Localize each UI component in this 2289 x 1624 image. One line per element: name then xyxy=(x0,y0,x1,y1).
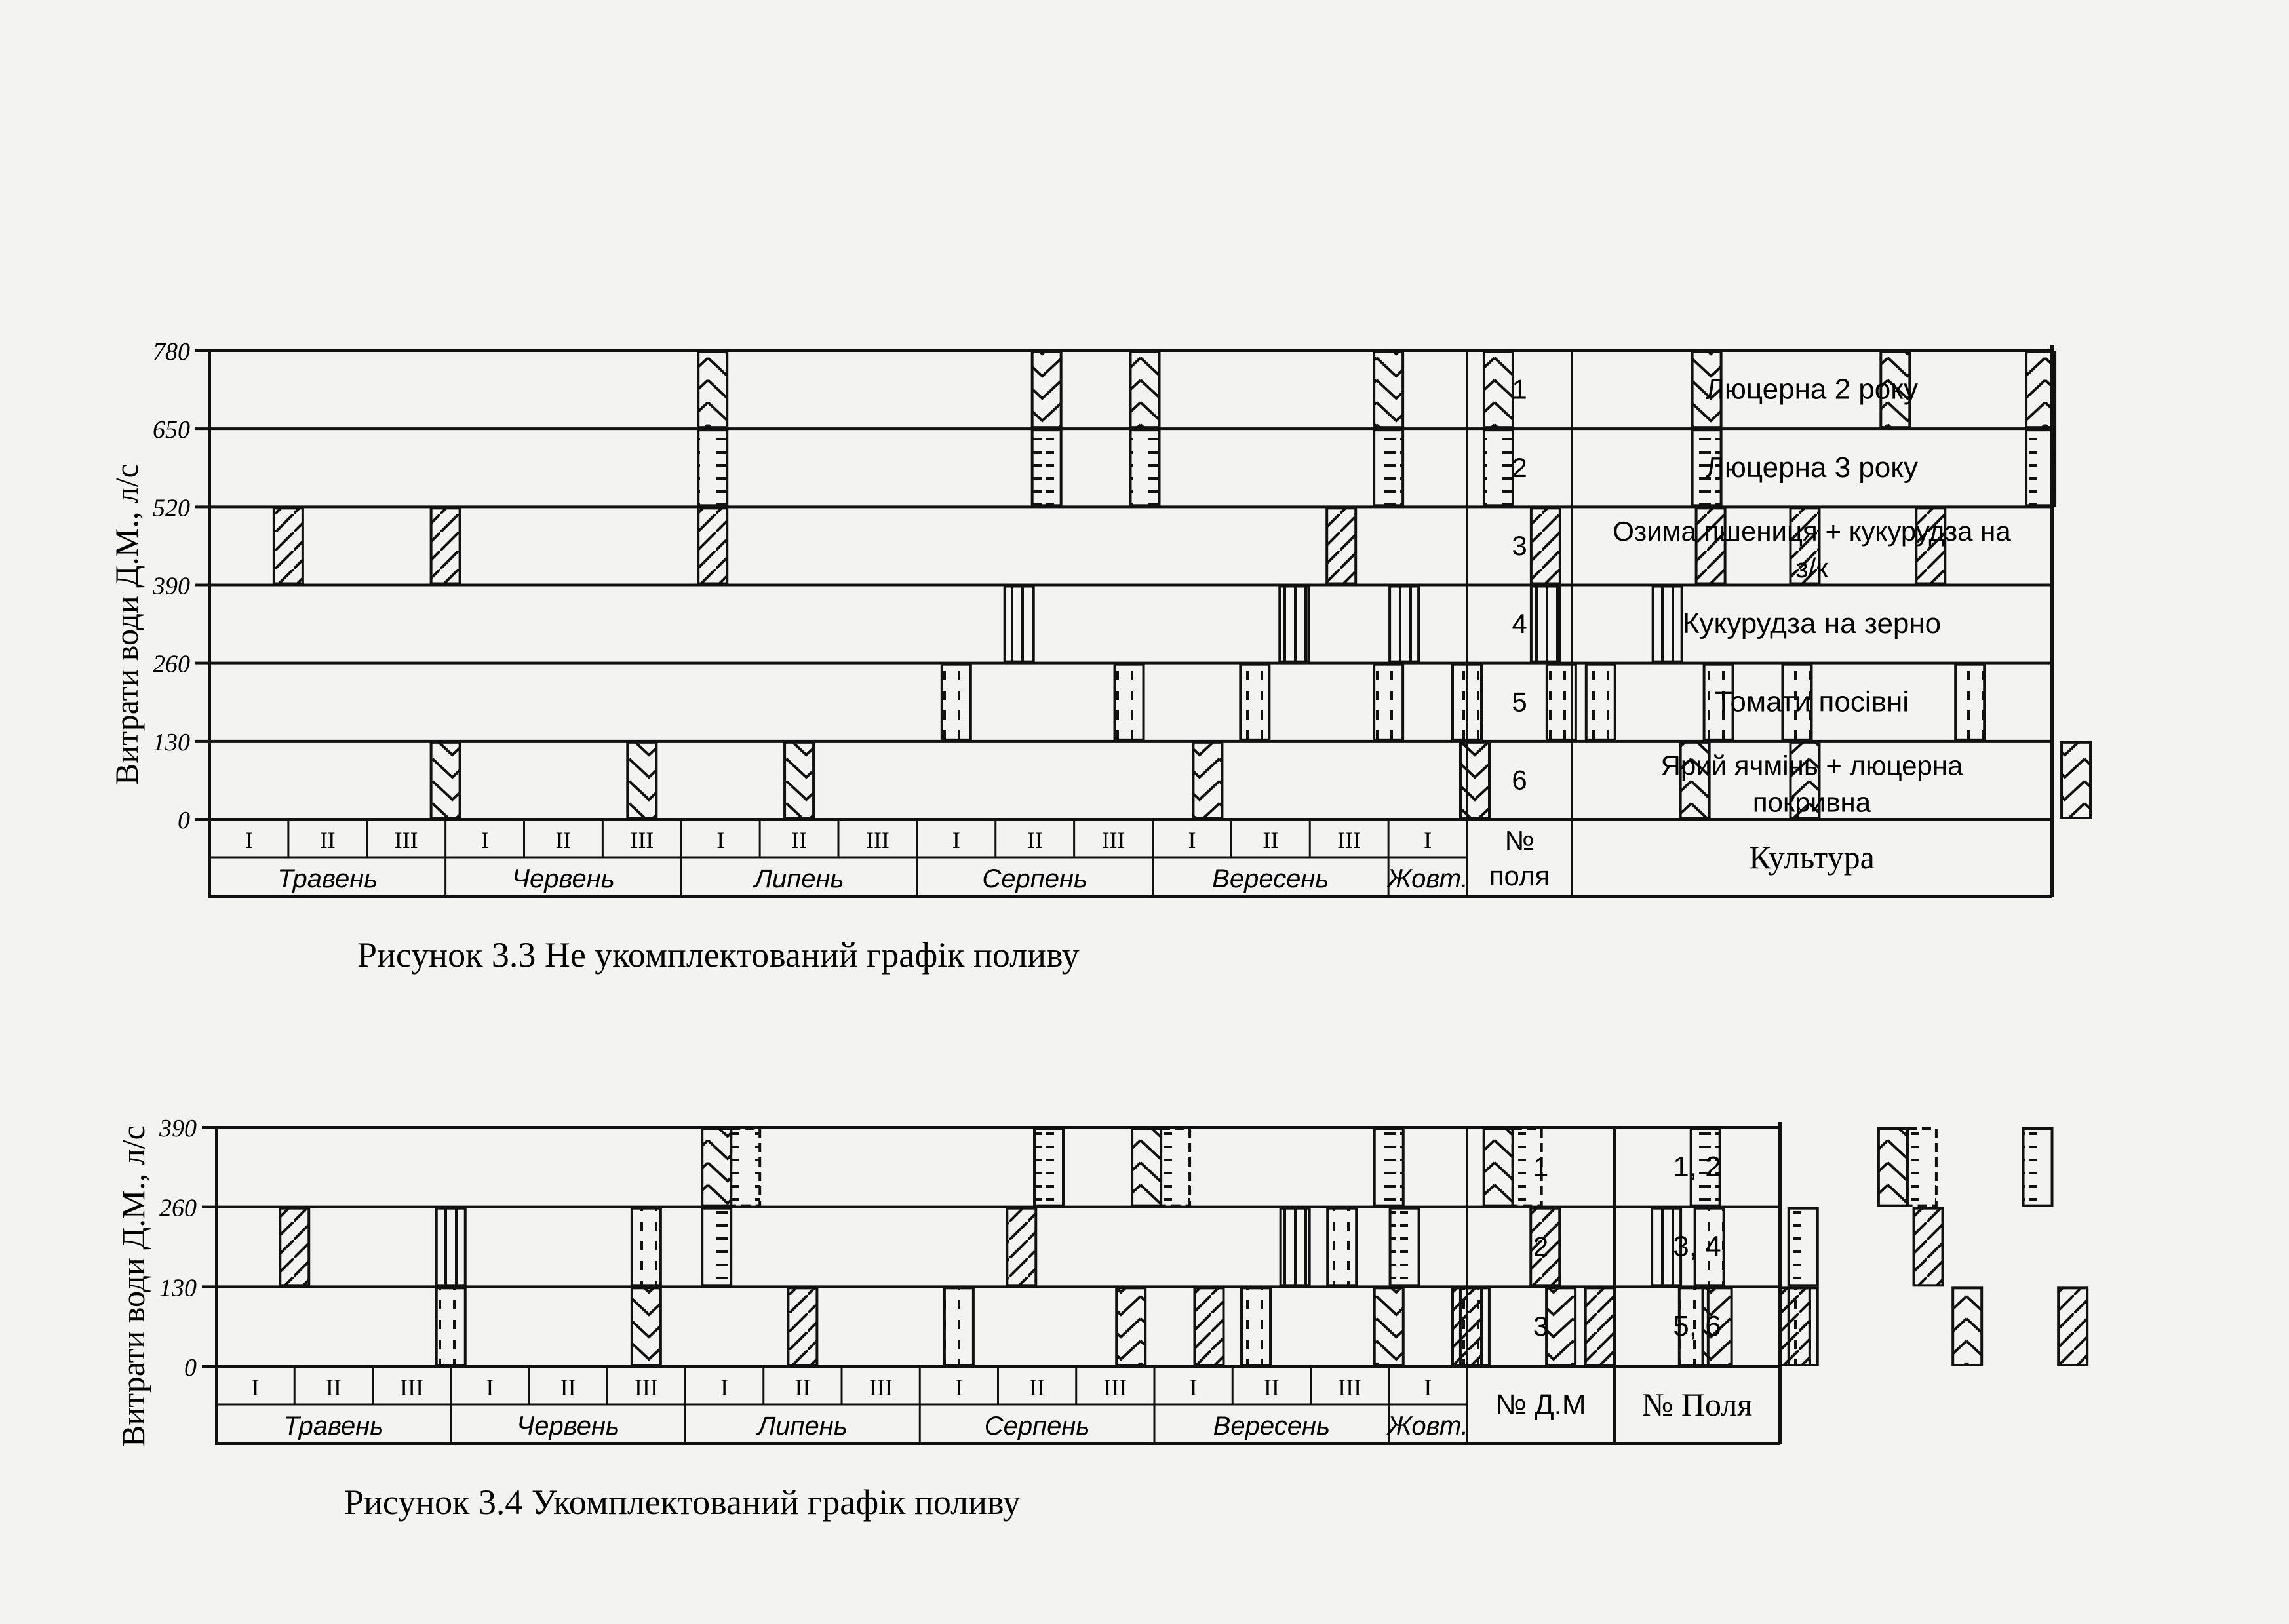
month-label: Вересень xyxy=(1212,864,1329,893)
bar xyxy=(632,1288,661,1365)
decade-label: I xyxy=(251,1374,260,1401)
y-tick-label: 390 xyxy=(153,572,190,600)
y-tick-label: 780 xyxy=(153,338,190,366)
month-label: Липень xyxy=(757,1412,848,1440)
bar xyxy=(1914,1208,1943,1286)
row-number: 4 xyxy=(1512,608,1527,640)
decade-label: I xyxy=(720,1374,729,1401)
bar xyxy=(731,1129,760,1206)
decade-label: I xyxy=(245,827,253,853)
month-label: Червень xyxy=(512,864,615,893)
decade-label: II xyxy=(791,827,808,853)
bar xyxy=(1908,1129,1936,1206)
bar xyxy=(1586,665,1615,740)
row-name: Люцерна 2 року xyxy=(1706,373,1918,406)
bar xyxy=(1789,1288,1818,1365)
row-number: 1 xyxy=(1512,374,1527,405)
decade-label: II xyxy=(794,1374,811,1401)
bar xyxy=(2062,743,2090,818)
decade-label: II xyxy=(1262,827,1279,853)
bar xyxy=(1327,1208,1356,1286)
bar xyxy=(1453,665,1481,740)
decade-label: I xyxy=(954,1374,963,1401)
bar xyxy=(1953,1288,1982,1365)
header-num: № Д.М xyxy=(1495,1389,1586,1421)
bar xyxy=(1375,1129,1403,1206)
decade-label: II xyxy=(325,1374,342,1401)
bar xyxy=(632,1208,661,1286)
bar xyxy=(1131,352,1160,427)
bar xyxy=(1131,430,1160,505)
bar xyxy=(437,1288,465,1365)
bar xyxy=(1132,1129,1161,1206)
decade-label: III xyxy=(1337,827,1361,853)
decade-label: III xyxy=(394,827,418,853)
bar xyxy=(1484,1129,1513,1206)
bar xyxy=(945,1288,973,1365)
bar xyxy=(1161,1129,1190,1206)
decade-label: III xyxy=(634,1374,658,1401)
bar xyxy=(2024,1129,2052,1206)
y-tick-label: 130 xyxy=(153,728,190,756)
header-name: Культура xyxy=(1749,839,1875,876)
row-name: Ярий ячмінь + люцерна xyxy=(1660,750,1963,781)
bar xyxy=(280,1208,309,1286)
month-label: Травень xyxy=(283,1412,384,1440)
decade-label: II xyxy=(1029,1374,1046,1401)
month-label: Травень xyxy=(277,864,378,893)
row-name: 1, 2 xyxy=(1673,1150,1721,1183)
row-number: 1 xyxy=(1533,1151,1549,1182)
header-name: № Поля xyxy=(1641,1386,1753,1423)
bar xyxy=(1531,508,1560,583)
bar xyxy=(1484,352,1513,427)
row-number: 2 xyxy=(1533,1231,1549,1262)
chart-figure-3-4 xyxy=(0,983,2289,1624)
bar xyxy=(1032,430,1061,505)
bar xyxy=(1789,1208,1818,1286)
bar xyxy=(1374,665,1403,740)
decade-label: I xyxy=(1424,1374,1432,1401)
bar xyxy=(274,508,303,583)
row-name: Томати посівні xyxy=(1714,686,1909,718)
bar xyxy=(1484,430,1513,505)
bar xyxy=(1034,1129,1063,1206)
row-number: 5 xyxy=(1512,686,1527,718)
bar xyxy=(1955,665,1984,740)
bar xyxy=(431,508,460,583)
y-tick-label: 390 xyxy=(159,1115,197,1142)
bar xyxy=(1327,508,1356,583)
decade-label: III xyxy=(1101,827,1125,853)
bar xyxy=(942,665,971,740)
y-tick-label: 0 xyxy=(184,1354,197,1382)
row-name: 5, 6 xyxy=(1673,1310,1721,1343)
decade-label: III xyxy=(1103,1374,1127,1401)
decade-label: I xyxy=(1188,827,1196,853)
bar xyxy=(1194,1288,1223,1365)
bar xyxy=(1242,1288,1270,1365)
bar xyxy=(1653,587,1682,662)
decade-label: I xyxy=(480,827,489,853)
bar xyxy=(698,352,727,427)
row-name: Озима пшениця + кукурудза на xyxy=(1613,515,2011,547)
bar xyxy=(431,743,460,818)
month-label: Серпень xyxy=(984,1412,1090,1440)
row-number: 6 xyxy=(1512,764,1527,796)
decade-label: III xyxy=(865,827,890,853)
y-tick-label: 520 xyxy=(153,494,190,522)
decade-label: I xyxy=(952,827,960,853)
bar xyxy=(1531,587,1560,662)
decade-label: III xyxy=(869,1374,893,1401)
bar xyxy=(1115,665,1144,740)
decade-label: III xyxy=(400,1374,424,1401)
decade-label: III xyxy=(630,827,654,853)
bar xyxy=(1005,587,1034,662)
bar xyxy=(698,430,727,505)
month-label: Вересень xyxy=(1213,1412,1331,1440)
y-tick-label: 0 xyxy=(178,807,190,834)
decade-label: II xyxy=(560,1374,576,1401)
decade-label: I xyxy=(716,827,725,853)
bar xyxy=(785,743,813,818)
bar xyxy=(1879,1129,1908,1206)
header-num: № xyxy=(1504,825,1535,856)
bar xyxy=(627,743,656,818)
row-name: Кукурудза на зерно xyxy=(1682,608,1942,640)
bar xyxy=(1240,665,1269,740)
row-number: 2 xyxy=(1512,452,1527,483)
row-number: 3 xyxy=(1512,530,1527,561)
decade-label: II xyxy=(1027,827,1043,853)
bar xyxy=(1586,1288,1614,1365)
decade-label: III xyxy=(1338,1374,1362,1401)
bar xyxy=(1281,1208,1310,1286)
decade-label: II xyxy=(1263,1374,1280,1401)
bar xyxy=(1116,1288,1145,1365)
decade-label: I xyxy=(486,1374,494,1401)
decade-label: II xyxy=(319,827,336,853)
bar xyxy=(437,1208,465,1286)
bar xyxy=(1460,1288,1489,1365)
y-tick-label: 130 xyxy=(159,1274,197,1302)
y-axis-title: Витрати води Д.М., л/с xyxy=(115,1125,151,1447)
bar xyxy=(1390,587,1418,662)
month-label: Жовт. xyxy=(1387,864,1468,893)
bar xyxy=(788,1288,817,1365)
bar xyxy=(1546,1288,1575,1365)
y-tick-label: 650 xyxy=(153,416,190,444)
y-tick-label: 260 xyxy=(159,1194,197,1222)
bar xyxy=(1390,1208,1419,1286)
month-label: Липень xyxy=(754,864,844,893)
bar xyxy=(1193,743,1222,818)
y-axis-title: Витрати води Д.М., л/с xyxy=(108,463,145,785)
bar xyxy=(702,1129,731,1206)
decade-label: I xyxy=(1189,1374,1198,1401)
bar xyxy=(1374,352,1403,427)
decade-label: I xyxy=(1424,827,1432,853)
row-name: з/к xyxy=(1795,552,1828,583)
month-label: Жовт. xyxy=(1387,1412,1469,1440)
bar xyxy=(1375,1288,1403,1365)
row-name: покривна xyxy=(1752,786,1871,818)
bar xyxy=(1460,743,1489,818)
decade-label: II xyxy=(555,827,572,853)
bar xyxy=(1007,1208,1036,1286)
header-num: поля xyxy=(1489,860,1550,891)
y-tick-label: 260 xyxy=(153,650,190,678)
month-label: Червень xyxy=(517,1412,619,1440)
figure-caption: Рисунок 3.4 Укомплектований графік поливу xyxy=(344,1482,1021,1522)
bar xyxy=(1280,587,1308,662)
row-name: Люцерна 3 року xyxy=(1706,451,1918,484)
figure-caption: Рисунок 3.3 Не укомплектований графік поливу xyxy=(357,935,1080,975)
month-label: Серпень xyxy=(982,864,1088,893)
bar xyxy=(702,1208,731,1286)
bar xyxy=(1374,430,1403,505)
bar xyxy=(698,508,727,583)
bar xyxy=(2058,1288,2087,1365)
bar xyxy=(1032,352,1061,427)
row-number: 3 xyxy=(1533,1311,1549,1342)
row-name: 3, 4 xyxy=(1673,1230,1721,1263)
